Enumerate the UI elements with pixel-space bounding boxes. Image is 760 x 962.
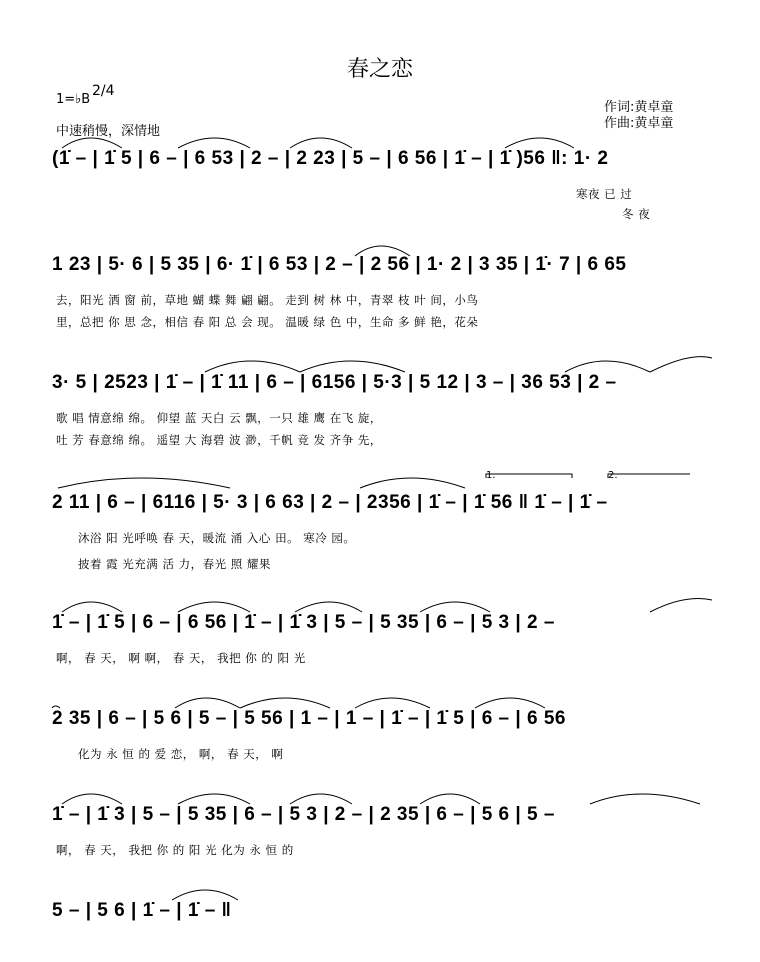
slur xyxy=(300,361,405,372)
staff-system-4-lyrics-verse-2: 披着 霞 光充满 活 力，春光 照 耀果 xyxy=(78,557,271,571)
slur xyxy=(355,698,430,708)
slur xyxy=(360,478,465,488)
slur xyxy=(58,478,230,488)
first-ending-bracket xyxy=(486,474,572,478)
slur xyxy=(650,599,712,613)
slur xyxy=(240,698,330,708)
composer-credit: 作曲:黄卓童 xyxy=(604,116,674,131)
staff-system-4-lyrics-verse-1: 沐浴 阳 光呼唤 春 天，暖流 涌 入心 田。 寒冷 园。 xyxy=(78,531,356,545)
slur xyxy=(178,794,250,804)
slur xyxy=(290,138,352,148)
staff-system-2-lyrics-verse-1: 去，阳光 洒 窗 前，草地 蝴 蝶 舞 翩 翩。 走到 树 林 中，青翠 枝 叶 间，小鸟 xyxy=(56,293,479,307)
page-title: 春之恋 xyxy=(346,57,413,82)
slur xyxy=(62,602,122,612)
staff-system-5-notes: 1̇ – | 1̇ 5 | 6 – | 6 56 | 1̇ – | 1̇ 3 | 5 – | 5 35 | 6 – | 5 3 | 2 – xyxy=(52,612,555,633)
staff-system-2-notes: 1 23 | 5· 6 | 5 35 | 6· 1̇ | 6 53 | 2 – | 2 56 | 1· 2 | 3 35 | 1̇· 7 | 6 65 xyxy=(52,254,627,275)
slur xyxy=(205,361,300,372)
staff-system-7-lyrics: 啊， 春 天， 我把 你 的 阳 光 化为 永 恒 的 xyxy=(56,843,294,857)
slur xyxy=(62,138,122,148)
staff-system-3-lyrics-verse-2: 吐 芳 春意绵 绵。 遥望 大 海碧 波 渺，千帆 竞 发 齐争 先， xyxy=(56,433,382,447)
staff-system-7-notes: 1̇ – | 1̇ 3 | 5 – | 5 35 | 6 – | 5 3 | 2 – | 2 35 | 6 – | 5 6 | 5 – xyxy=(52,804,555,825)
staff-system-5-lyrics: 啊， 春 天， 啊 啊， 春 天， 我把 你 的 阳 光 xyxy=(56,651,306,665)
time-signature-text: 2/4 xyxy=(92,83,115,99)
slur xyxy=(355,246,410,256)
staff-system-8-notes: 5 – | 5 6 | 1̇ – | 1̇ – ‖ xyxy=(52,900,232,921)
staff-system-6-notes: 2 35 | 6 – | 5 6 | 5 – | 5 56 | 1 – | 1 – | 1̇ – | 1̇ 5 | 6 – | 6 56 xyxy=(52,708,566,729)
slur xyxy=(62,794,122,804)
slur xyxy=(295,602,362,612)
staff-system-2-lyrics-verse-2: 里，总把 你 思 念，相信 春 阳 总 会 现。 温暖 绿 色 中，生命 多 鲜 艳，花朵 xyxy=(56,315,479,329)
staff-system-1-lyrics-verse-1: 寒夜 已 过 xyxy=(576,187,633,201)
staff-system-4-notes: 2 11 | 6 – | 6116 | 5· 3 | 6 63 | 2 – | 2356 | 1̇ – | 1̇ 56 ‖ 1̇ – | 1̇ – xyxy=(52,492,608,513)
slur xyxy=(172,890,238,900)
staff-system-3-lyrics-verse-1: 歌 唱 情意绵 绵。 仰望 蓝 天白 云 飘，一只 雄 鹰 在飞 旋， xyxy=(56,411,382,425)
slur xyxy=(420,794,480,804)
second-ending-label: 2. xyxy=(608,470,618,481)
staff-system-1-lyrics-verse-2: 冬 夜 xyxy=(622,207,651,221)
slur xyxy=(590,794,700,804)
slur xyxy=(178,138,250,148)
slur xyxy=(290,794,352,804)
slur xyxy=(505,138,574,148)
second-ending-bracket xyxy=(608,474,690,478)
first-ending-label: 1. xyxy=(486,470,496,481)
tempo-marking: 中速稍慢，深情地 xyxy=(56,124,161,139)
slur xyxy=(650,357,712,372)
staff-system-1-notes: (1̇ – | 1̇ 5 | 6 – | 6 53 | 2 – | 2 23 | 5 – | 6 56 | 1̇ – | 1̇ )56 ‖: 1· 2 xyxy=(52,148,609,169)
key-signature: 1=♭B xyxy=(56,92,91,107)
slur xyxy=(565,361,650,372)
staff-system-6-lyrics: 化为 永 恒 的 爱 恋， 啊， 春 天， 啊 xyxy=(78,747,284,761)
slur xyxy=(475,698,545,708)
lyricist-credit: 作词:黄卓童 xyxy=(604,100,674,115)
slur xyxy=(52,706,60,708)
slur xyxy=(420,602,490,612)
slur xyxy=(178,602,250,612)
slur xyxy=(175,698,240,708)
staff-system-3-notes: 3· 5 | 2523 | 1̇ – | 1̇ 11 | 6 – | 6156 | 5·3 | 5 12 | 3 – | 36 53 | 2 – xyxy=(52,372,617,393)
